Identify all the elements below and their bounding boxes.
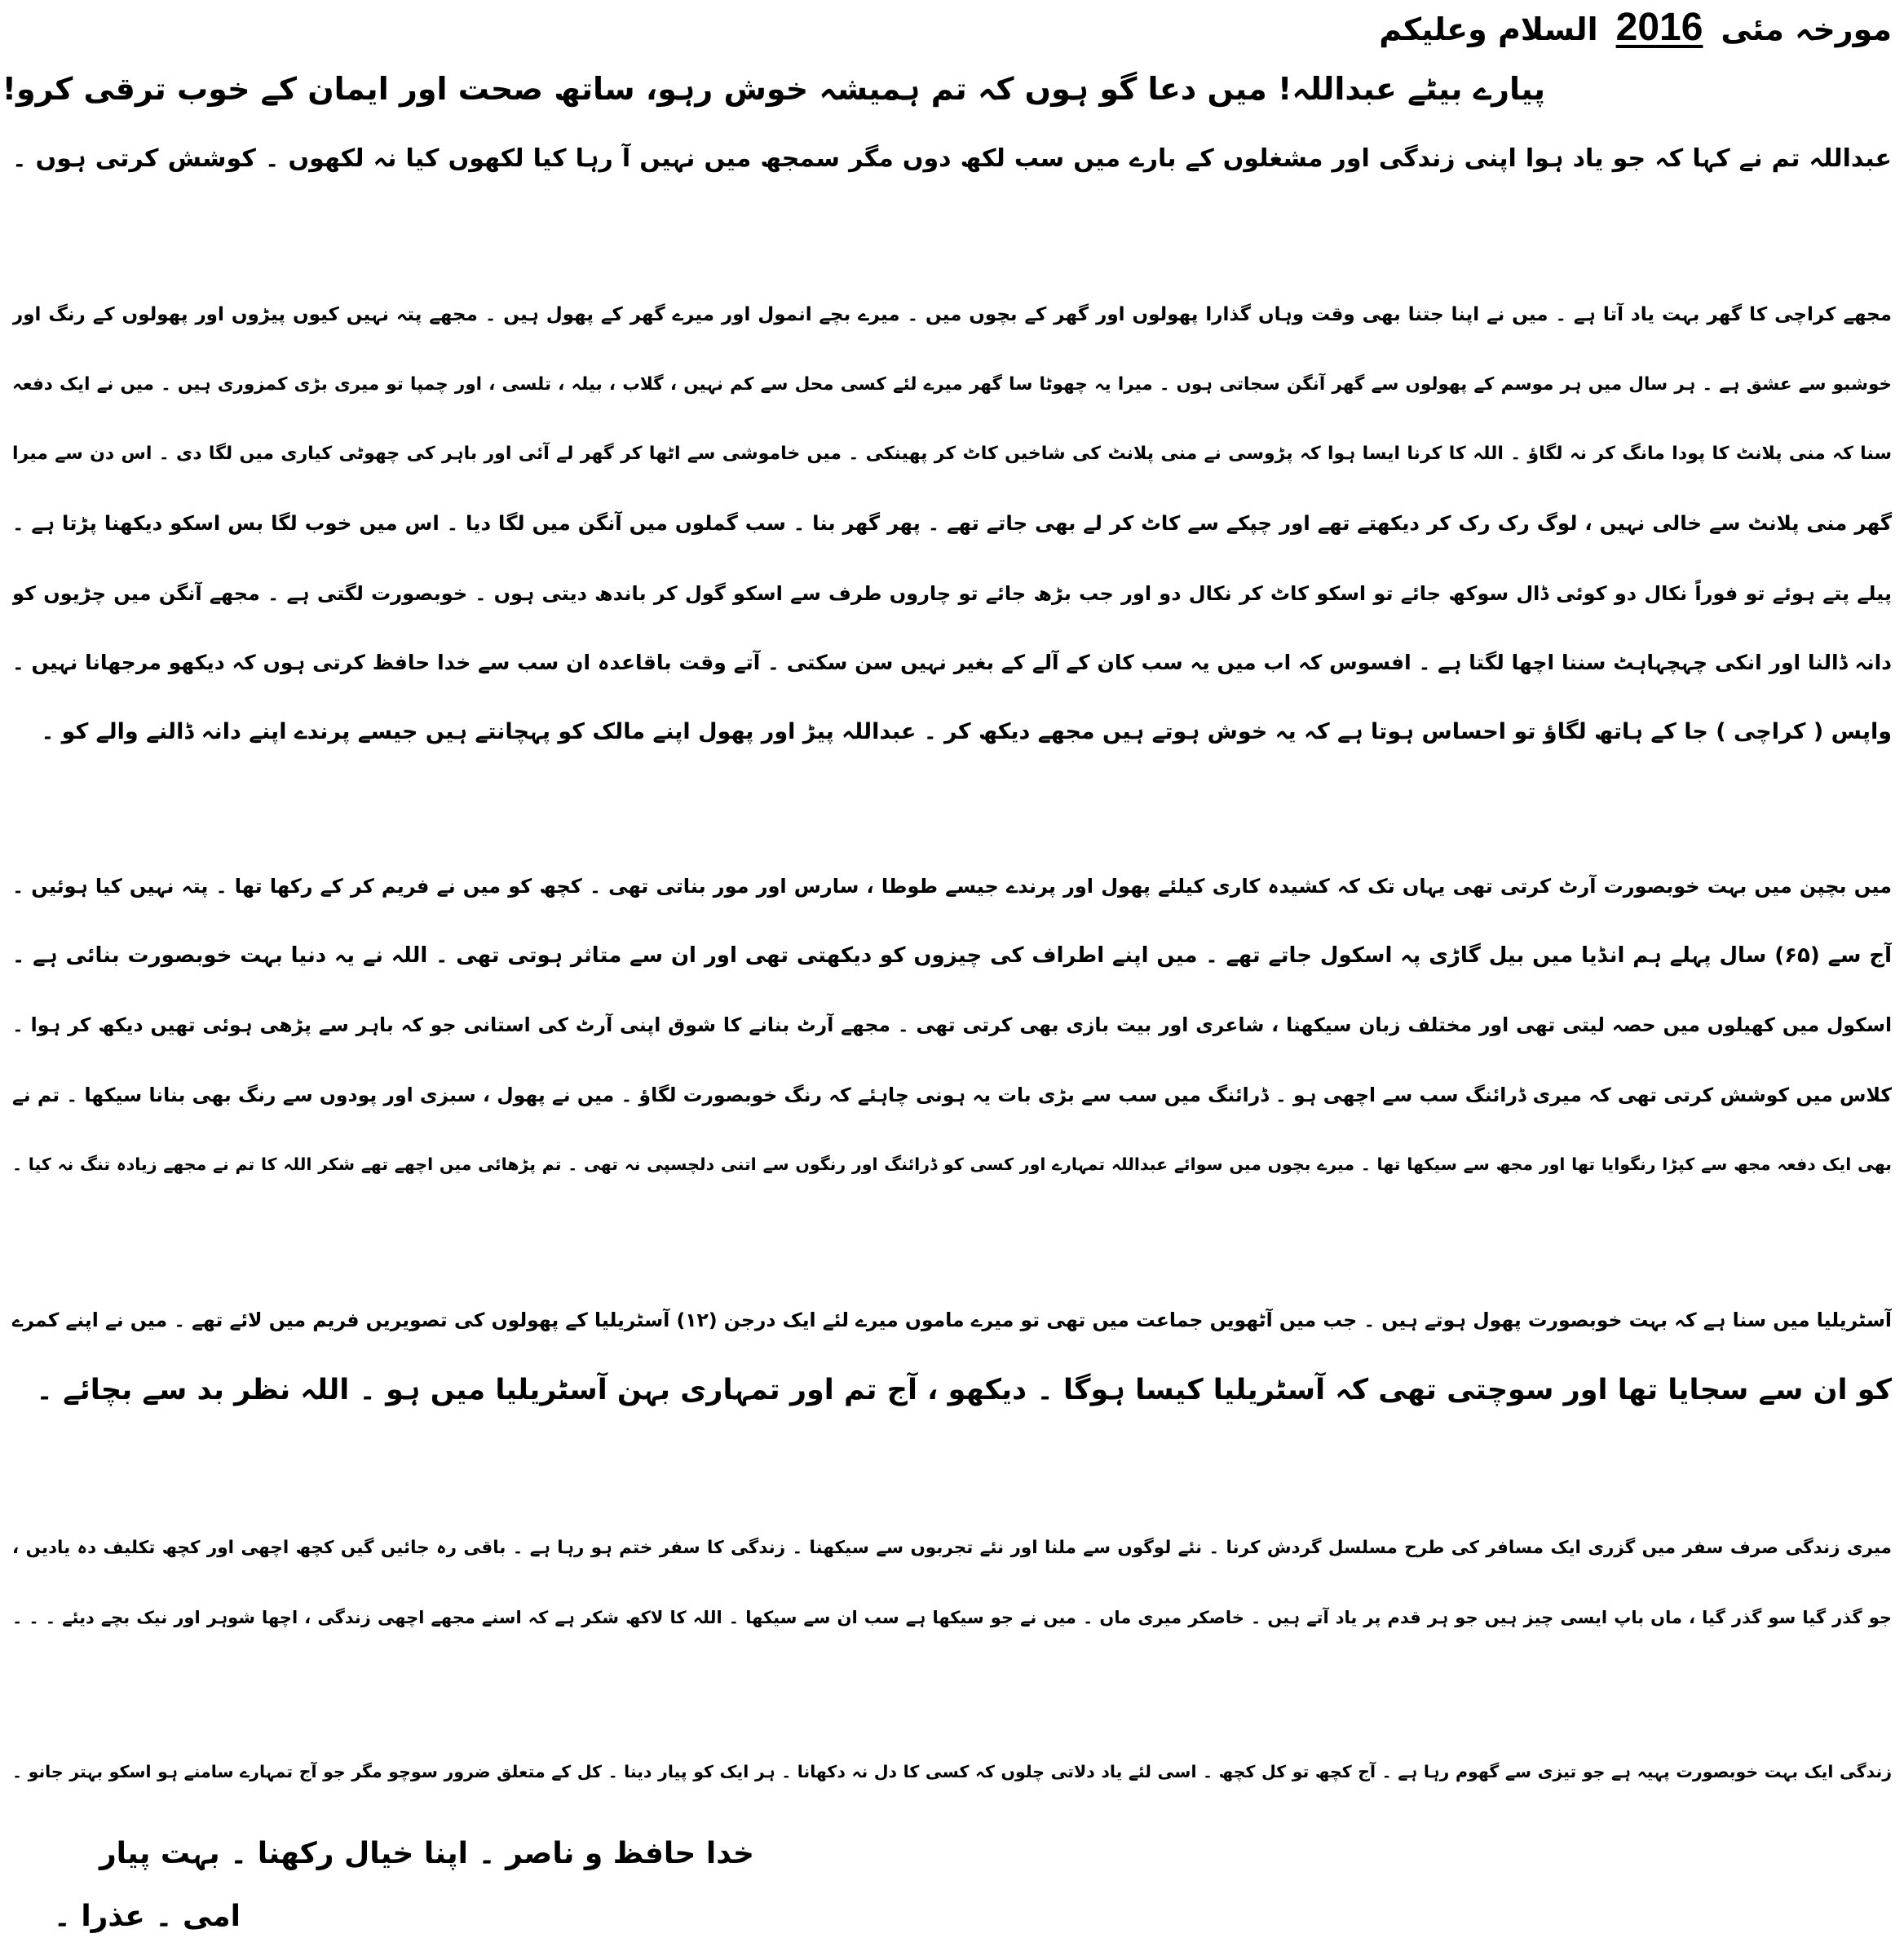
paragraph-2-line-4: گھر منی پلانٹ سے خالی نہیں ، لوگ رک رک کر دیکھتے تھے اور چپکے سے کاٹ کر لے بھی جاتے تھے ۔ پھر گھر بنا ۔ سب گملوں میں آنگن میں لگا دیا ۔ اس میں خوب لگا بس اسکو دیکھنا پڑتا ہے ۔	[12, 511, 1892, 535]
paragraph-1-line-1: عبداللہ تم نے کہا کہ جو یاد ہوا اپنی زندگی اور مشغلوں کے بارے میں سب لکھ دوں مگر سمجھ میں نہیں آ رہا کیا لکھوں کیا نہ لکھوں ۔ کوشش کرتی ہوں ۔	[12, 144, 1892, 173]
paragraph-5-line-1: میری زندگی صرف سفر میں گزری ایک مسافر کی طرح مسلسل گردش کرنا ۔ نئے لوگوں سے ملنا اور نئے تجربوں سے سیکھنا ۔ زندگی کا سفر ختم ہو رہا ہے ۔ باقی رہ جائیں گیں کچھ اچھی اور کچھ تکلیف دہ یادیں ،	[12, 1538, 1892, 1558]
paragraph-2-line-1: مجھے کراچی کا گھر بہت یاد آتا ہے ۔ میں نے اپنا جتنا بھی وقت وہاں گذارا پھولوں اور گھر کے بچوں میں ۔ میرے بچے انمول اور میرے گھر کے پھول ہیں ۔ مجھے پتہ نہیں کیوں پیڑوں اور پھولوں کے رنگ اور	[12, 304, 1892, 325]
paragraph-3-line-5: بھی ایک دفعہ مجھ سے کپڑا رنگوایا تھا اور مجھ سے سیکھا تھا ۔ میرے بچوں میں سوائے عبداللہ تمہارے اور کسی کو ڈرائنگ اور رنگوں سے اتنی دلچسپی نہ تھی ۔ تم پڑھائی میں اچھے تھے شکر اللہ کا تم نے مجھے زیادہ تنگ نہ کیا ۔	[12, 1154, 1892, 1174]
paragraph-3-line-2: آج سے (۶۵) سال پہلے ہم انڈیا میں بیل گاڑی پہ اسکول جاتے تھے ۔ میں اپنے اطراف کی چیزوں کو دیکھتی تھی اور ان سے متاثر ہوتی تھی ۔ اللہ نے یہ دنیا بہت خوبصورت بنائی ہے ۔	[12, 943, 1892, 968]
paragraph-2-line-3: سنا کہ منی پلانٹ کا پودا مانگ کر نہ لگاؤ ۔ اللہ کا کرنا ایسا ہوا کہ پڑوسی نے منی پلانٹ کی شاخیں کاٹ کر پھینکی ۔ میں خاموشی سے اٹھا کر گھر لے آئی اور باہر کی چھوٹی کیاری میں لگا دی ۔ اس دن سے میرا	[12, 444, 1892, 464]
date-year: 2016	[1615, 6, 1703, 49]
paragraph-4-line-1: آسٹریلیا میں سنا ہے کہ بہت خوبصورت پھول ہوتے ہیں ۔ جب میں آٹھویں جماعت میں تھی تو میرے ماموں میرے لئے ایک درجن (۱۲) آسٹریلیا کے پھولوں کی تصویریں فریم میں لائے تھے ۔ میں نے اپنے کمرے	[12, 1309, 1892, 1331]
paragraph-2-line-2: خوشبو سے عشق ہے ۔ ہر سال میں ہر موسم کے پھولوں سے گھر آنگن سجاتی ہوں ۔ میرا یہ چھوٹا سا گھر میرے لئے کسی محل سے کم نہیں ، گلاب ، بیلہ ، تلسی ، اور چمپا تو میری بڑی کمزوری ہیں ۔ میں نے ایک دفعہ	[12, 374, 1892, 395]
salutation: السلام وعلیکم	[1379, 11, 1598, 47]
paragraph-2-line-6: دانہ ڈالنا اور انکی چہچہاہٹ سننا اچھا لگتا ہے ۔ افسوس کہ اب میں یہ سب کان کے آلے کے بغیر نہیں سن سکتی ۔ آتے وقت باقاعدہ ان سب سے خدا حافظ کرتی ہوں کہ دیکھو مرجھانا نہیں ۔	[12, 651, 1892, 674]
paragraph-5-line-2: جو گذر گیا سو گذر گیا ، ماں باپ ایسی چیز ہیں جو ہر قدم پر یاد آتے ہیں ۔ خاصکر میری ماں ۔ میں نے جو سیکھا ہے سب ان سے سیکھا ۔ اللہ کا لاکھ شکر ہے کہ اسنے مجھے اچھی زندگی ، اچھا شوہر اور نیک بچے دیئے ۔ ۔ ۔	[12, 1608, 1892, 1627]
paragraph-6-line-1: زندگی ایک بہت خوبصورت پہیہ ہے جو تیزی سے گھوم رہا ہے ۔ آج کچھ تو کل کچھ ۔ اسی لئے یاد دلاتی چلوں کہ کسی کا دل نہ دکھانا ۔ ہر ایک کو پیار دینا ۔ کل کے متعلق ضرور سوچو مگر جو آج تمہارے سامنے ہو اسکو بہتر جانو ۔	[12, 1762, 1892, 1781]
paragraph-3-line-4: کلاس میں کوشش کرتی تھی کہ میری ڈرائنگ سب سے اچھی ہو ۔ ڈرائنگ میں سب سے بڑی بات یہ ہونی چاہئے کہ رنگ خوبصورت لگاؤ ۔ میں نے پھول ، سبزی اور پودوں سے رنگ بھی بنانا سیکھا ۔ تم نے	[12, 1084, 1892, 1106]
signature: امی ۔ عذرا ۔	[53, 1900, 241, 1933]
greeting-line: پیارے بیٹے عبداللہ! میں دعا گو ہوں کہ تم ہمیشہ خوش رہو، ساتھ صحت اور ایمان کے خوب ترقی کرو!	[2, 71, 1545, 107]
paragraph-3-line-1: میں بچپن میں بہت خوبصورت آرٹ کرتی تھی یہاں تک کہ کشیدہ کاری کیلئے پھول اور پرندے جیسے طوطا ، سارس اور مور بناتی تھی ۔ کچھ کو میں نے فریم کر کے رکھا تھا ۔ پتہ نہیں کیا ہوئیں ۔	[12, 875, 1892, 898]
closing-line: خدا حافظ و ناصر ۔ اپنا خیال رکھنا ۔ بہت پیار	[99, 1837, 754, 1870]
paragraph-4-line-2: کو ان سے سجایا تھا اور سوچتی تھی کہ آسٹریلیا کیسا ہوگا ۔ دیکھو ، آج تم اور تمہاری بہن آسٹریلیا میں ہو ۔ اللہ نظر بد سے بچائے ۔	[36, 1374, 1892, 1406]
paragraph-2-line-7: واپس ( کراچی ) جا کے ہاتھ لگاؤ تو احساس ہوتا ہے کہ یہ خوش ہوتے ہیں مجھے دیکھ کر ۔ عبداللہ پیڑ اور پھول اپنے مالک کو پہچانتے ہیں جیسے پرندے اپنے دانہ ڈالنے والے کو ۔	[41, 719, 1892, 744]
letter-header	[1379, 5, 1892, 50]
paragraph-2-line-5: پیلے پتے ہوئے تو فوراً نکال دو کوئی ڈال سوکھ جائے تو اسکو کاٹ کر نکال دو اور جب بڑھ جائے تو چاروں طرف سے اسکو گول کر باندھ دیتی ہوں ۔ خوبصورت لگتی ہے ۔ مجھے آنگن میں چڑیوں کو	[12, 582, 1892, 605]
paragraph-3-line-3: اسکول میں کھیلوں میں حصہ لیتی تھی اور مختلف زبان سیکھنا ، شاعری اور بیت بازی بھی کرتی تھی ۔ مجھے آرٹ بنانے کا شوق اپنی آرٹ کی استانی جو کہ باہر سے پڑھی ہوئی تھیں دیکھ کر ہوا ۔	[12, 1013, 1892, 1036]
date-label: مورخہ مئی	[1721, 11, 1892, 47]
